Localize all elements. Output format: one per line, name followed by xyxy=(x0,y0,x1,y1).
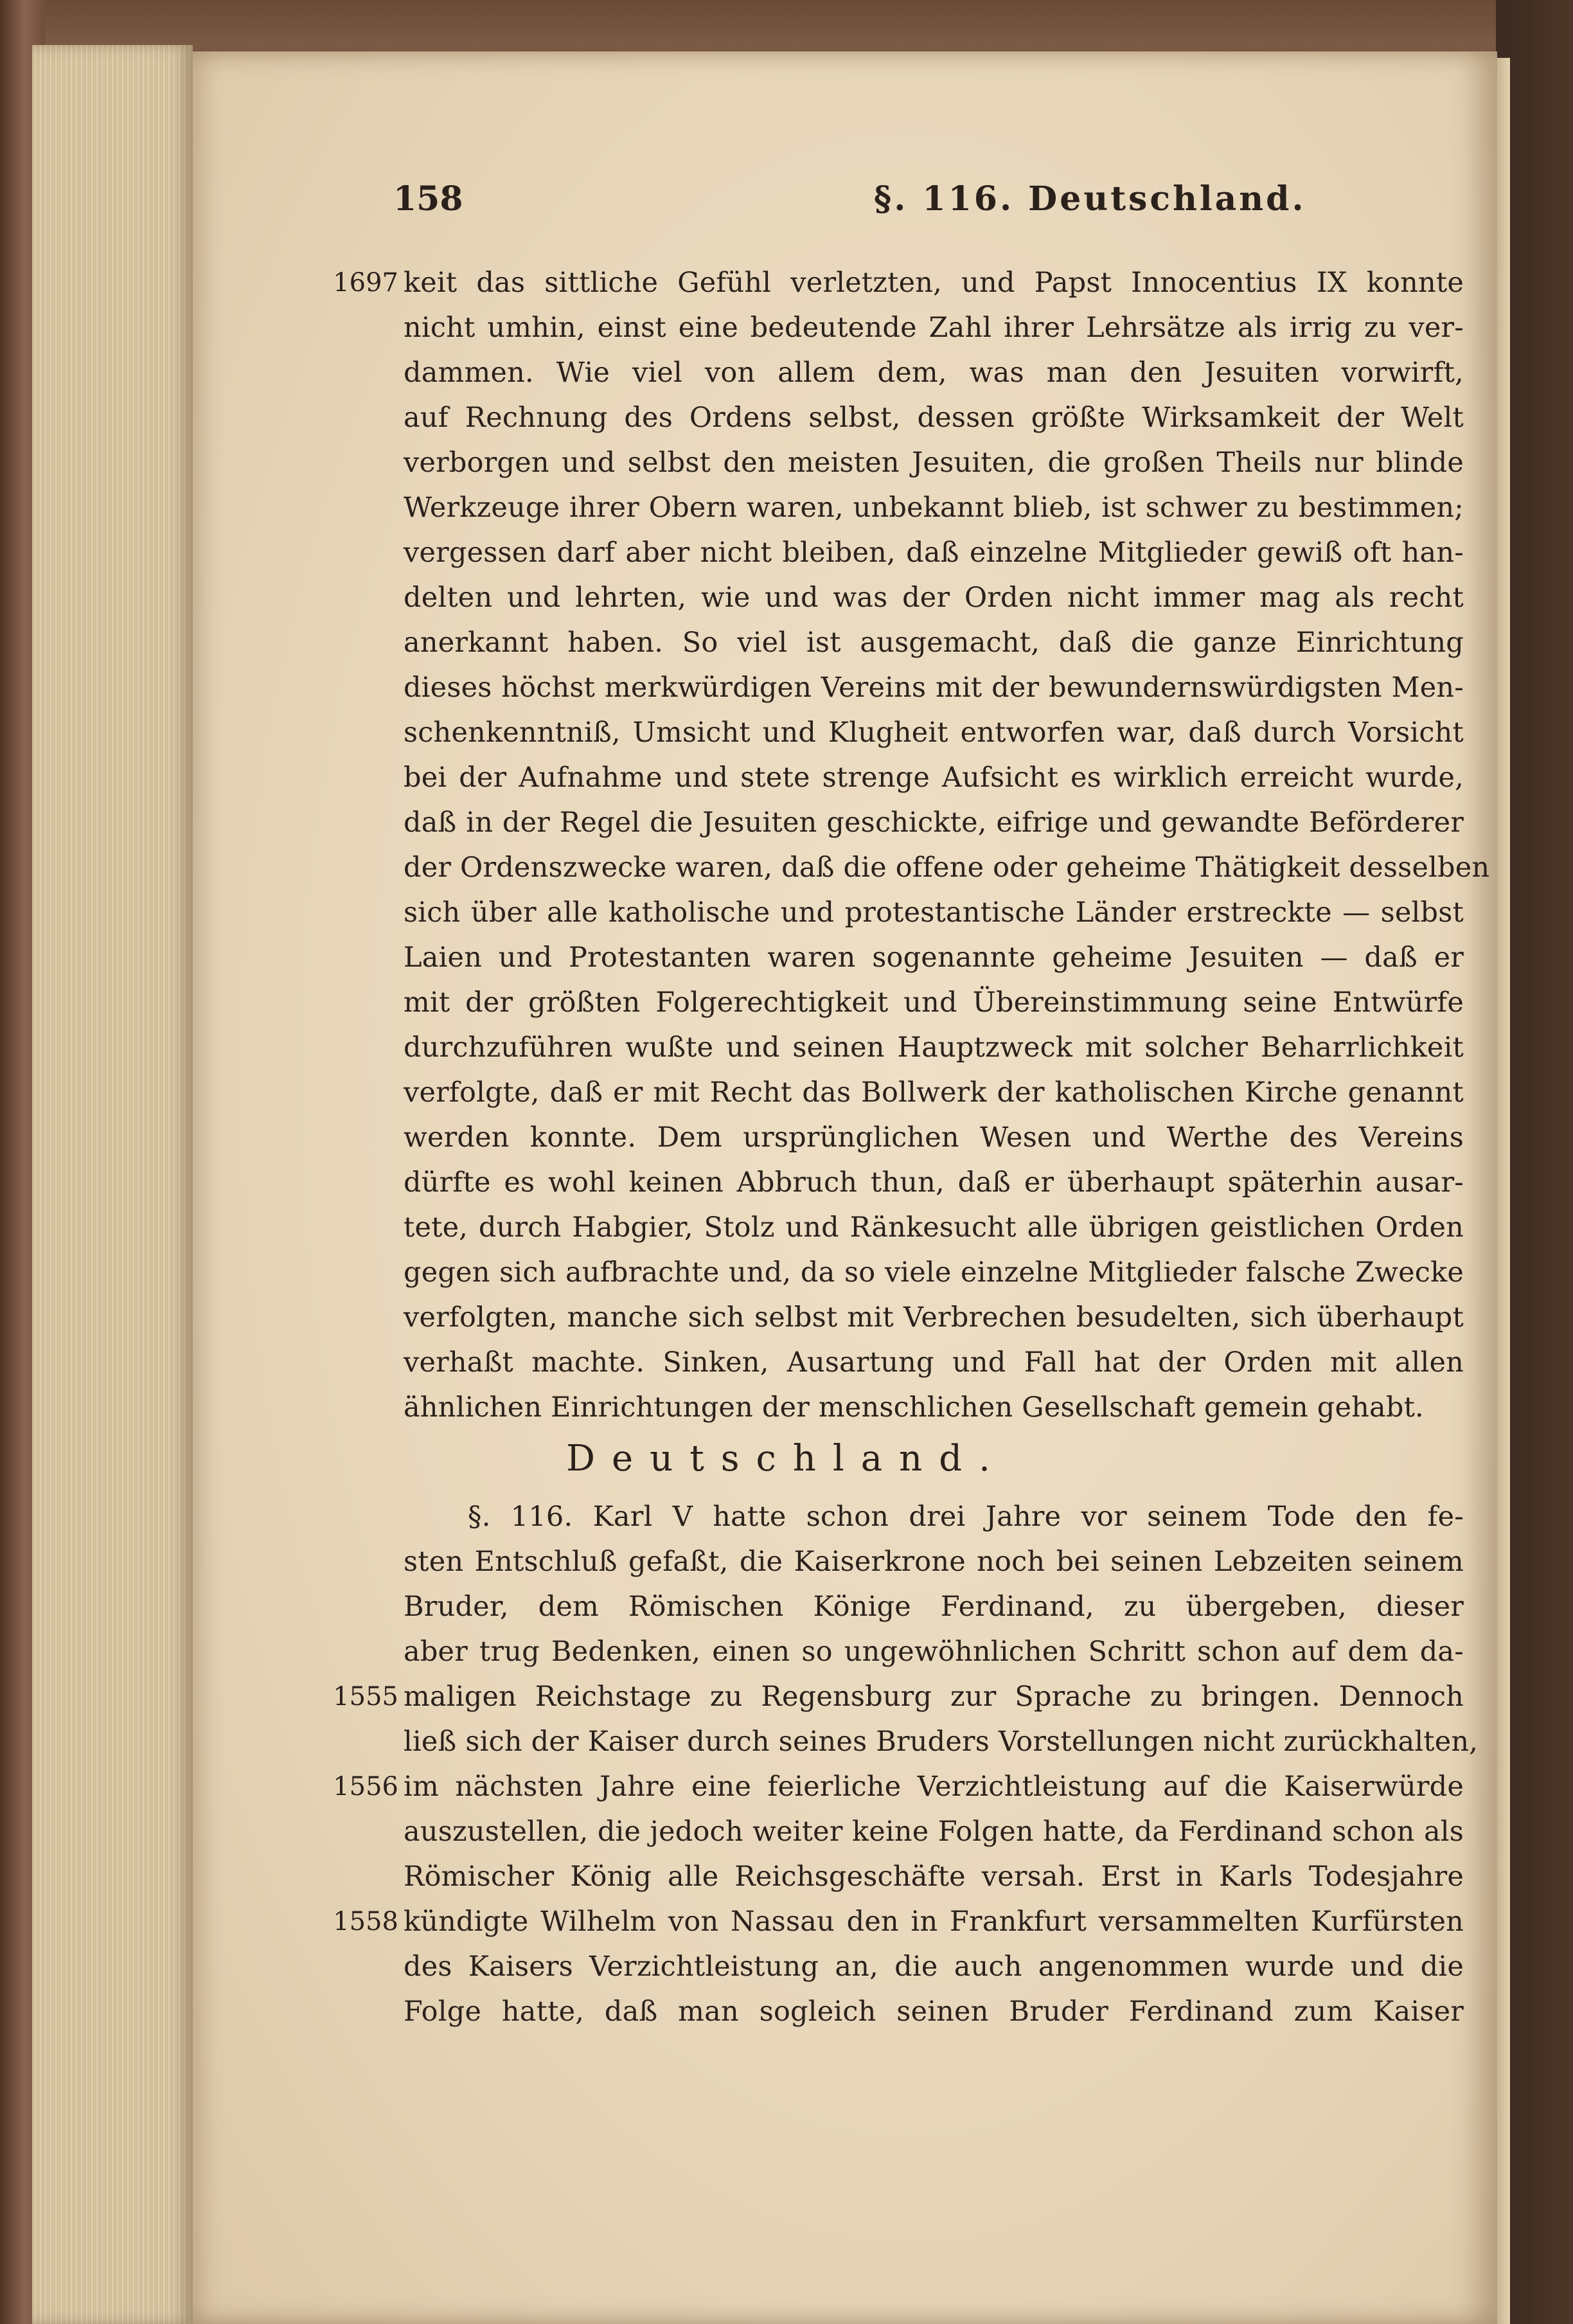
page-number: 158 xyxy=(393,179,463,219)
text-line: nicht umhin, einst eine bedeutende Zahl ihrer Lehrsätze als irrig zu ver- xyxy=(404,312,1464,344)
text-line: bei der Aufnahme und stete strenge Aufsicht es wirklich erreicht wurde, xyxy=(404,762,1464,794)
text-line: schenkenntniß, Umsicht und Klugheit entworfen war, daß durch Vorsicht xyxy=(404,717,1464,749)
page-edges xyxy=(32,45,193,2324)
text-line: Römischer König alle Reichsgeschäfte versah. Erst in Karls Todesjahre xyxy=(404,1861,1464,1893)
text-line: tete, durch Habgier, Stolz und Ränkesucht alle übrigen geistlichen Orden xyxy=(404,1211,1464,1244)
text-line: auf Rechnung des Ordens selbst, dessen größte Wirksamkeit der Welt xyxy=(404,402,1464,434)
margin-year: 1556 xyxy=(333,1772,398,1801)
text-line: gegen sich aufbrachte und, da so viele einzelne Mitglieder falsche Zwecke xyxy=(404,1256,1464,1289)
text-line: Werkzeuge ihrer Obern waren, unbekannt blieb, ist schwer zu bestimmen; xyxy=(404,492,1464,524)
text-line: dammen. Wie viel von allem dem, was man den Jesuiten vorwirft, xyxy=(404,357,1464,389)
text-line: dieses höchst merkwürdigen Vereins mit der bewundernswürdigsten Men- xyxy=(404,672,1464,704)
text-line: kündigte Wilhelm von Nassau den in Frankfurt versammelten Kurfürsten xyxy=(404,1906,1464,1938)
text-line: §. 116. Karl V hatte schon drei Jahre vor seinem Tode den fe- xyxy=(468,1501,1464,1533)
text-line: im nächsten Jahre eine feierliche Verzichtleistung auf die Kaiserwürde xyxy=(404,1771,1464,1803)
text-line: verfolgte, daß er mit Recht das Bollwerk der katholischen Kirche genannt xyxy=(404,1077,1464,1109)
running-title: §. 116. Deutschland. xyxy=(874,179,1306,219)
text-line: vergessen darf aber nicht bleiben, daß einzelne Mitglieder gewiß oft han- xyxy=(404,537,1464,569)
text-line: verhaßt machte. Sinken, Ausartung und Fall hat der Orden mit allen xyxy=(404,1346,1464,1379)
text-line: durchzuführen wußte und seinen Hauptzweck mit solcher Beharrlichkeit xyxy=(404,1032,1464,1064)
text-line: Bruder, dem Römischen Könige Ferdinand, zu übergeben, dieser xyxy=(404,1591,1464,1623)
text-line: dürfte es wohl keinen Abbruch thun, daß er überhaupt späterhin ausar- xyxy=(404,1166,1464,1199)
text-line: werden konnte. Dem ursprünglichen Wesen und Werthe des Vereins xyxy=(404,1122,1464,1154)
text-line: keit das sittliche Gefühl verletzten, und Papst Innocentius IX konnte xyxy=(404,267,1464,299)
margin-year: 1555 xyxy=(333,1682,398,1712)
facing-page-edge xyxy=(1497,58,1510,2324)
margin-year: 1558 xyxy=(333,1907,398,1936)
text-line: ließ sich der Kaiser durch seines Bruders Vorstellungen nicht zurückhalten, xyxy=(404,1726,1479,1758)
text-line: aber trug Bedenken, einen so ungewöhnlichen Schritt schon auf dem da- xyxy=(404,1636,1464,1668)
text-line: verfolgten, manche sich selbst mit Verbrechen besudelten, sich überhaupt xyxy=(404,1301,1464,1334)
text-line: maligen Reichstage zu Regensburg zur Sprache zu bringen. Dennoch xyxy=(404,1681,1464,1713)
text-line: daß in der Regel die Jesuiten geschickte, eifrige und gewandte Beförderer xyxy=(404,807,1464,839)
text-line: sich über alle katholische und protestantische Länder erstreckte — selbst xyxy=(404,897,1464,929)
text-line: Laien und Protestanten waren sogenannte geheime Jesuiten — daß er xyxy=(404,942,1464,974)
margin-year: 1697 xyxy=(333,268,398,298)
text-line: Folge hatte, daß man sogleich seinen Bruder Ferdinand zum Kaiser xyxy=(404,1996,1464,2028)
text-line: des Kaisers Verzichtleistung an, die auch angenommen wurde und die xyxy=(404,1951,1464,1983)
text-line: anerkannt haben. So viel ist ausgemacht, daß die ganze Einrichtung xyxy=(404,627,1464,659)
text-line: mit der größten Folgerechtigkeit und Übereinstimmung seine Entwürfe xyxy=(404,987,1464,1019)
text-line: sten Entschluß gefaßt, die Kaiserkrone noch bei seinen Lebzeiten seinem xyxy=(404,1546,1464,1578)
section-heading: Deutschland. xyxy=(566,1438,1007,1479)
text-line: der Ordenszwecke waren, daß die offene oder geheime Thätigkeit desselben xyxy=(404,852,1490,884)
text-line: verborgen und selbst den meisten Jesuiten, die großen Theils nur blinde xyxy=(404,447,1464,479)
text-line: ähnlichen Einrichtungen der menschlichen Gesellschaft gemein gehabt. xyxy=(404,1391,1424,1424)
text-line: auszustellen, die jedoch weiter keine Folgen hatte, da Ferdinand schon als xyxy=(404,1816,1464,1848)
text-line: delten und lehrten, wie und was der Orden nicht immer mag als recht xyxy=(404,582,1464,614)
